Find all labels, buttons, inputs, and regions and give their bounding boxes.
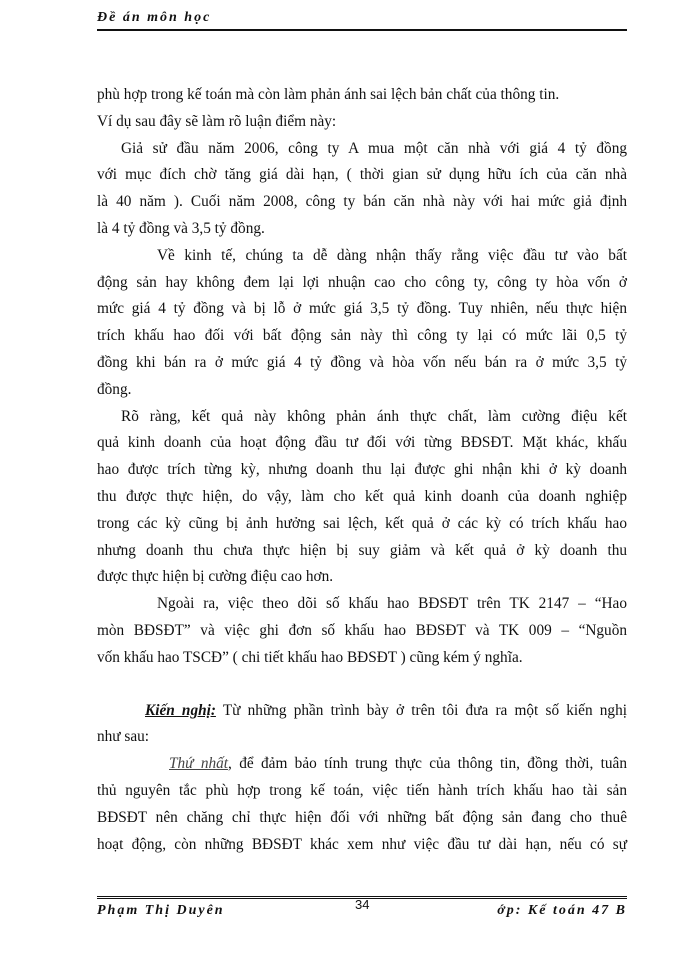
text-line: Rõ ràng, kết quả này không phản ánh thực chất, làm cường điệu kết: [121, 407, 627, 425]
footer-class: ớp: Kế toán 47 B: [497, 903, 627, 918]
text-line: đồng.: [97, 380, 132, 398]
page-number: 34: [355, 897, 370, 912]
text-line: phù hợp trong kế toán mà còn làm phản ánh sai lệch bản chất của thông tin.: [97, 86, 560, 103]
recommendation-line: BĐSĐT nên chăng chỉ thực hiện đối với những bất động sản đang cho thuê: [97, 808, 627, 826]
running-header: Đề án môn học: [97, 10, 212, 25]
text: Từ những phần trình bày ở trên tôi đưa ra một số kiến nghị: [215, 701, 627, 719]
header-rule: [97, 29, 627, 31]
document-body: [97, 82, 627, 858]
text-line: hao được trích từng kỳ, nhưng doanh thu lại được ghi nhận khi ở kỳ doanh: [97, 461, 627, 479]
text-line: thu được thực hiện, do vậy, làm cho kết quả kinh doanh của doanh nghiệp: [97, 487, 627, 505]
text-line: Ngoài ra, việc theo dõi số khấu hao BĐSĐT trên TK 2147 – “Hao: [157, 595, 627, 613]
text-line: đồng khi bán ra ở mức giá 4 tỷ đồng và hòa vốn nếu bán ra ở mức 3,5 tỷ: [97, 353, 627, 371]
recommendation-line: như sau:: [97, 728, 150, 746]
recommendation-section: [97, 698, 627, 859]
recommendation-label: Kiến nghị:: [145, 701, 216, 719]
text-line: quả kinh doanh của hoạt động đầu tư đối với từng BĐSĐT. Mặt khác, khấu: [97, 434, 627, 452]
recommendation-line: thủ nguyên tắc phù hợp trong kế toán, việc tiến hành trích khấu hao tài sản: [97, 781, 627, 799]
text-line: mức giá 4 tỷ đồng và bị lỗ ở mức giá 3,5 tỷ đồng. Tuy nhiên, nếu thực hiện: [97, 300, 627, 318]
first-point-label: Thứ nhất: [169, 755, 229, 773]
recommendation-line: [97, 751, 627, 778]
text-line: mòn BĐSĐT” và việc ghi đơn số khấu hao BĐSĐT và TK 009 – “Nguồn: [97, 621, 627, 639]
text-line: động sản hay không đem lại lợi nhuận cao cho công ty, công ty hòa vốn ở: [97, 273, 627, 291]
text: , để đảm bảo tính trung thực của thông tin, đồng thời, tuân: [228, 755, 627, 773]
recommendation-line: [97, 698, 627, 725]
text-line: vốn khấu hao TSCĐ” ( chi tiết khấu hao BĐSĐT ) cũng kém ý nghĩa.: [97, 648, 523, 666]
text-line: trích khấu hao đối với bất động sản này thì công ty lại có mức lãi 0,5 tỷ: [97, 327, 627, 345]
text-line: với mục đích chờ tăng giá dài hạn, ( thời gian sử dụng hữu ích của căn nhà: [97, 166, 627, 184]
text-line: Ví dụ sau đây sẽ làm rõ luận điểm này:: [97, 112, 337, 130]
footer-author: Phạm Thị Duyên: [97, 903, 225, 918]
text-line: là 4 tỷ đồng và 3,5 tỷ đồng.: [97, 219, 265, 237]
text-line: được thực hiện bị cường điệu cao hơn.: [97, 568, 334, 586]
text-line: là 40 năm ). Cuối năm 2008, công ty bán căn nhà này với hai mức giả định: [97, 193, 627, 211]
text-line: Về kinh tế, chúng ta dễ dàng nhận thấy rằng việc đầu tư vào bất: [157, 246, 627, 264]
text-line: trong các kỳ cũng bị ảnh hưởng sai lệch, kết quả ở các kỳ có trích khấu hao: [97, 514, 627, 532]
text-line: Giả sử đầu năm 2006, công ty A mua một căn nhà với giá 4 tỷ đồng: [121, 139, 627, 157]
recommendation-line: hoạt động, còn những BĐSĐT khác xem như việc đầu tư dài hạn, nếu có sự: [97, 835, 627, 853]
paragraphs: [97, 82, 627, 672]
text-line: nhưng doanh thu chưa thực hiện bị suy giảm và kết quả ở kỳ doanh thu: [97, 541, 627, 559]
